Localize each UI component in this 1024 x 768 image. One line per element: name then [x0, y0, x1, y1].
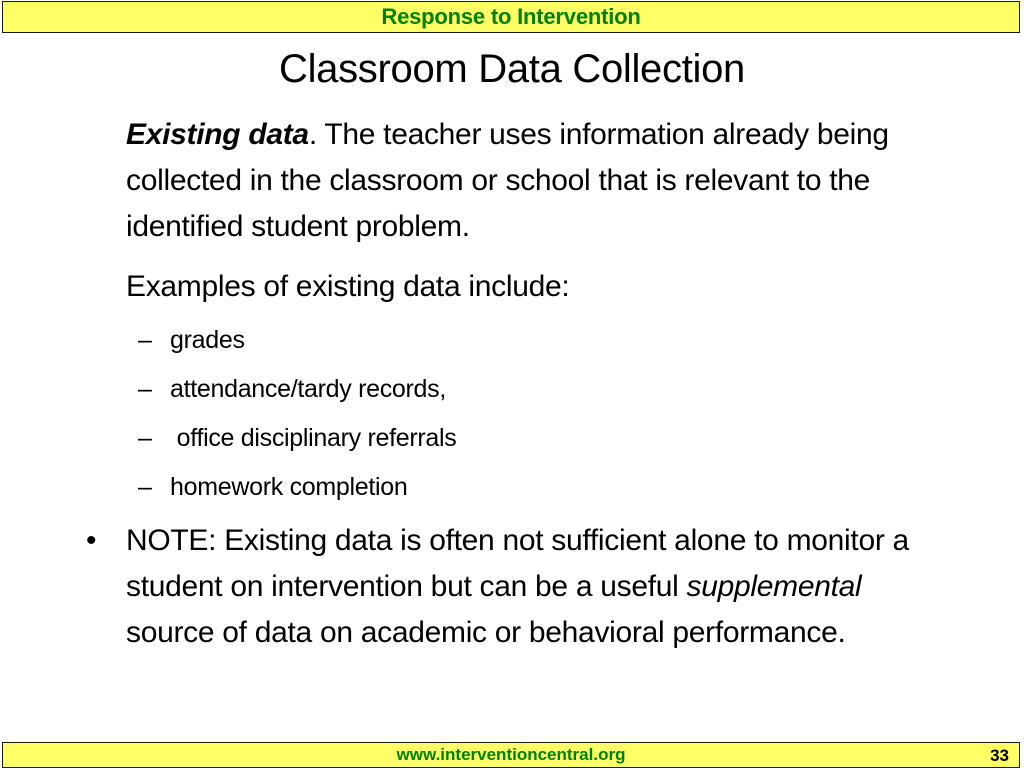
header-bar: [2, 1, 1020, 33]
note-text-part1: NOTE: Existing data is often not sufficient alone to monitor a student on intervention but can be a useful: [126, 524, 909, 603]
example-text: office disciplinary referrals: [170, 424, 457, 452]
footer-url: www.interventioncentral.org: [396, 745, 626, 764]
slide-title: Classroom Data Collection: [278, 47, 746, 91]
existing-data-paragraph: [126, 112, 926, 250]
example-text: attendance/tardy records,: [170, 375, 446, 403]
note-bullet-item: [86, 518, 946, 656]
existing-data-description: . The teacher uses information already being collected in the classroom or school that is relevant to the identified student problem.: [126, 118, 889, 243]
dash-bullet: –: [138, 473, 152, 501]
note-text-part2: source of data on academic or behavioral performance.: [126, 616, 846, 649]
page-number: 33: [990, 746, 1009, 765]
dash-bullet: –: [138, 424, 152, 452]
examples-list: [138, 316, 456, 512]
bullet-glyph: •: [86, 524, 97, 557]
header-title: Response to Intervention: [381, 4, 641, 29]
examples-lead: Examples of existing data include:: [126, 270, 570, 303]
footer-bar: [2, 742, 1020, 768]
note-emphasis: supplemental: [686, 570, 862, 603]
example-text: homework completion: [170, 473, 408, 501]
note-text: [126, 518, 936, 656]
list-item: [138, 414, 456, 463]
list-item: [138, 316, 456, 365]
dash-bullet: –: [138, 375, 152, 403]
dash-bullet: –: [138, 326, 152, 354]
list-item: [138, 463, 456, 512]
example-text: grades: [170, 326, 245, 354]
existing-data-term: Existing data: [126, 118, 309, 151]
list-item: [138, 365, 456, 414]
